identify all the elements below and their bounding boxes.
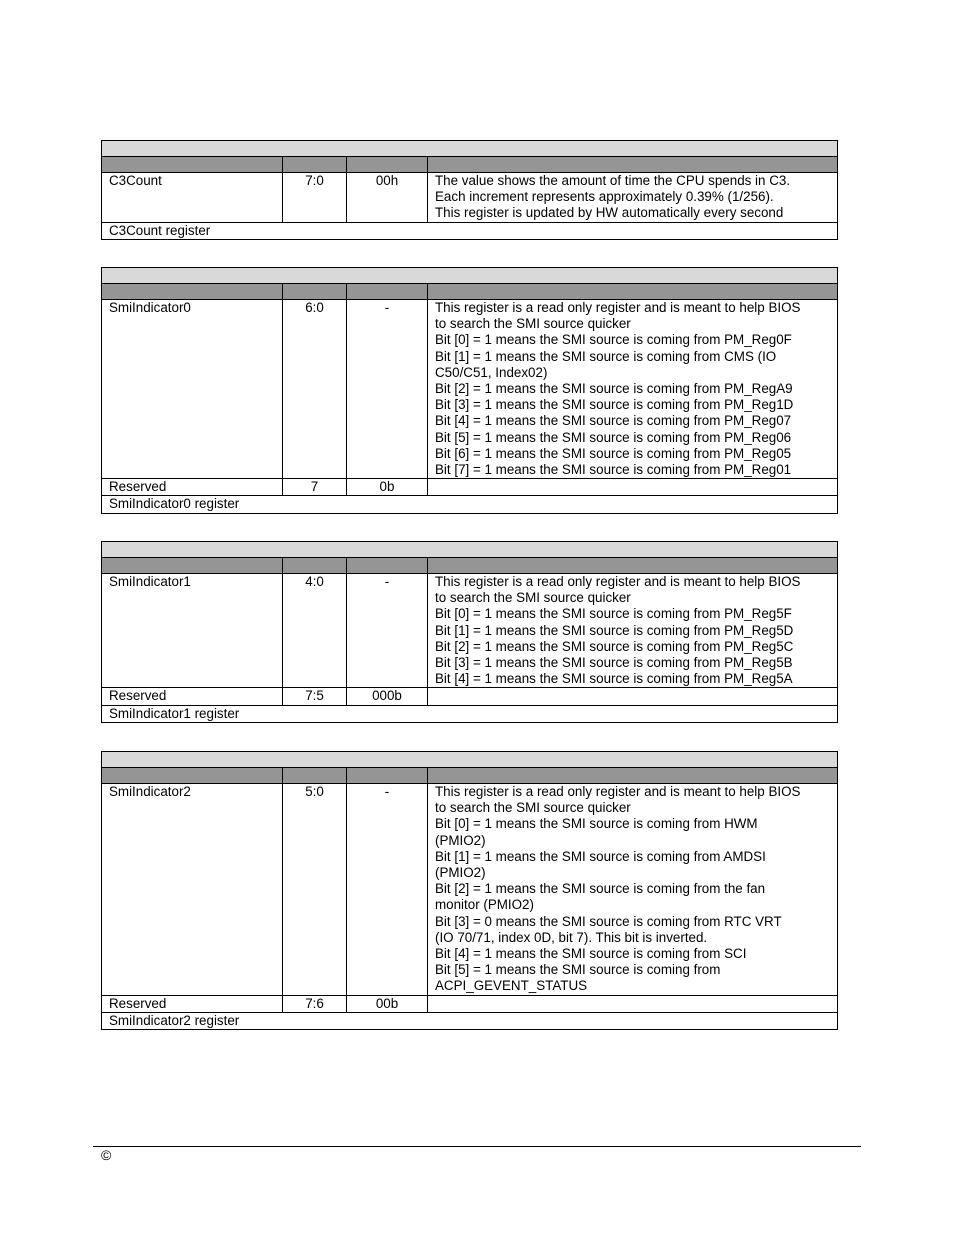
- field-name: C3Count: [102, 173, 283, 223]
- field-name: Reserved: [102, 995, 283, 1012]
- table-caption-row: [102, 496, 838, 513]
- table-title-bar: [102, 752, 838, 768]
- table-row: [102, 479, 838, 496]
- description-line: Bit [4] = 1 means the SMI source is coming from PM_Reg5A: [435, 671, 793, 687]
- description-line: Bit [4] = 1 means the SMI source is coming from SCI: [435, 946, 747, 962]
- description-line: Bit [3] = 1 means the SMI source is coming from PM_Reg5B: [435, 655, 793, 671]
- field-bits: 5:0: [283, 784, 347, 996]
- field-default: -: [347, 574, 428, 688]
- table-caption: SmiIndicator1 register: [102, 705, 838, 722]
- description-line: Bit [1] = 1 means the SMI source is coming from PM_Reg5D: [435, 622, 794, 638]
- table-caption: SmiIndicator0 register: [102, 496, 838, 513]
- field-bits: 7: [283, 479, 347, 496]
- field-default: -: [347, 784, 428, 996]
- description-line: Bit [2] = 1 means the SMI source is coming from PM_RegA9: [435, 381, 793, 397]
- table-title-bar: [102, 542, 838, 558]
- table-caption-row: [102, 222, 838, 239]
- description-line: monitor (PMIO2): [435, 897, 534, 913]
- description-line: This register is updated by HW automatically every second: [435, 205, 784, 221]
- field-description: [428, 784, 838, 996]
- table-caption: C3Count register: [102, 222, 838, 239]
- table-header-row: [102, 284, 838, 300]
- description-line: The value shows the amount of time the CPU spends in C3.: [435, 173, 791, 188]
- description-line: to search the SMI source quicker: [435, 316, 631, 332]
- description-line: (PMIO2): [435, 832, 486, 848]
- description-line: to search the SMI source quicker: [435, 590, 631, 606]
- table-header-row: [102, 558, 838, 574]
- description-line: This register is a read only register and is meant to help BIOS: [435, 784, 801, 799]
- description-line: to search the SMI source quicker: [435, 800, 631, 816]
- table-row: [102, 300, 838, 479]
- description-line: Bit [2] = 1 means the SMI source is coming from the fan: [435, 881, 766, 897]
- description-line: Bit [1] = 1 means the SMI source is coming from CMS (IO: [435, 348, 777, 364]
- table-caption: SmiIndicator2 register: [102, 1012, 838, 1029]
- description-line: Bit [2] = 1 means the SMI source is coming from PM_Reg5C: [435, 638, 794, 654]
- field-description: [428, 479, 838, 496]
- description-line: (IO 70/71, index 0D, bit 7). This bit is inverted.: [435, 929, 708, 945]
- description-line: (PMIO2): [435, 865, 486, 881]
- field-name: Reserved: [102, 688, 283, 705]
- field-default: 00h: [347, 173, 428, 223]
- table-row: [102, 784, 838, 996]
- table-row: [102, 688, 838, 705]
- field-name: SmiIndicator0: [102, 300, 283, 479]
- smiindicator2-register-table: [101, 751, 838, 1030]
- description-line: Bit [6] = 1 means the SMI source is coming from PM_Reg05: [435, 445, 792, 461]
- table-title-bar: [102, 268, 838, 284]
- table-caption-row: [102, 1012, 838, 1029]
- field-default: 0b: [347, 479, 428, 496]
- table-header-row: [102, 157, 838, 173]
- field-description: [428, 574, 838, 688]
- field-bits: 4:0: [283, 574, 347, 688]
- description-line: C50/C51, Index02): [435, 364, 548, 380]
- field-name: SmiIndicator1: [102, 574, 283, 688]
- description-line: Bit [0] = 1 means the SMI source is coming from PM_Reg5F: [435, 606, 792, 622]
- table-row: [102, 574, 838, 688]
- description-line: Bit [4] = 1 means the SMI source is coming from PM_Reg07: [435, 413, 792, 429]
- table-row: [102, 995, 838, 1012]
- field-default: 000b: [347, 688, 428, 705]
- field-bits: 6:0: [283, 300, 347, 479]
- description-line: This register is a read only register and is meant to help BIOS: [435, 574, 801, 589]
- field-description: [428, 300, 838, 479]
- description-line: Bit [3] = 0 means the SMI source is coming from RTC VRT: [435, 913, 782, 929]
- field-description: [428, 995, 838, 1012]
- table-title-bar: [102, 141, 838, 157]
- description-line: Bit [3] = 1 means the SMI source is coming from PM_Reg1D: [435, 397, 794, 413]
- description-line: Bit [5] = 1 means the SMI source is coming from PM_Reg06: [435, 429, 792, 445]
- description-line: Each increment represents approximately 0.39% (1/256).: [435, 189, 774, 205]
- field-name: SmiIndicator2: [102, 784, 283, 996]
- description-line: Bit [7] = 1 means the SMI source is coming from PM_Reg01: [435, 462, 792, 478]
- field-description: [428, 173, 838, 223]
- table-header-row: [102, 768, 838, 784]
- smiindicator0-register-table: [101, 267, 838, 514]
- description-line: ACPI_GEVENT_STATUS: [435, 978, 588, 994]
- description-line: Bit [5] = 1 means the SMI source is coming from: [435, 962, 721, 978]
- table-caption-row: [102, 705, 838, 722]
- field-default: 00b: [347, 995, 428, 1012]
- footer-rule: [93, 1146, 861, 1147]
- smiindicator1-register-table: [101, 541, 838, 723]
- field-bits: 7:0: [283, 173, 347, 223]
- field-description: [428, 688, 838, 705]
- description-line: This register is a read only register and is meant to help BIOS: [435, 300, 801, 315]
- c3count-register-table: [101, 140, 838, 240]
- description-line: Bit [0] = 1 means the SMI source is coming from HWM: [435, 816, 758, 832]
- description-line: Bit [1] = 1 means the SMI source is coming from AMDSI: [435, 848, 766, 864]
- field-bits: 7:6: [283, 995, 347, 1012]
- field-default: -: [347, 300, 428, 479]
- field-name: Reserved: [102, 479, 283, 496]
- field-bits: 7:5: [283, 688, 347, 705]
- copyright-symbol: ©: [101, 1147, 112, 1163]
- description-line: Bit [0] = 1 means the SMI source is coming from PM_Reg0F: [435, 332, 792, 348]
- table-row: [102, 173, 838, 223]
